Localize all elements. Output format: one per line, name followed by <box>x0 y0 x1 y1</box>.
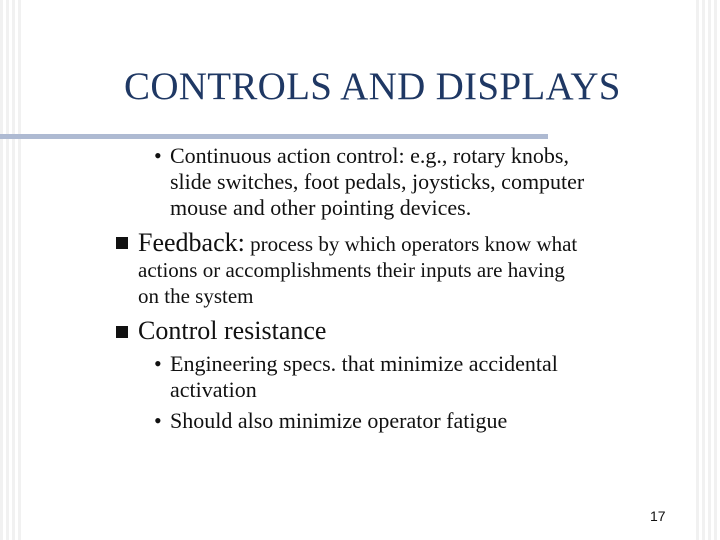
sub-bullet-dot: • <box>154 351 162 376</box>
feedback-line-3: on the system <box>138 284 254 308</box>
engineering-specs-line-2: activation <box>170 377 257 402</box>
slide-title: CONTROLS AND DISPLAYS <box>124 65 621 108</box>
feedback-line-1 <box>138 228 577 258</box>
square-bullet <box>116 237 128 249</box>
feedback-line-2: actions or accomplishments their inputs are having <box>138 258 565 282</box>
sub-bullet-dot: • <box>154 143 162 168</box>
engineering-specs-line-1: Engineering specs. that minimize accidental <box>170 351 558 376</box>
square-bullet <box>116 326 128 338</box>
control-resistance-label: Control resistance <box>138 316 327 345</box>
operator-fatigue-line: Should also minimize operator fatigue <box>170 408 508 433</box>
page-number: 17 <box>650 508 666 524</box>
feedback-definition: process by which operators know what <box>244 232 578 256</box>
sub-bullet-dot: • <box>154 408 162 433</box>
continuous-control-line-2: slide switches, foot pedals, joysticks, computer <box>170 169 585 194</box>
feedback-term: Feedback: <box>138 228 245 257</box>
continuous-control-line-3: mouse and other pointing devices. <box>170 195 472 220</box>
continuous-control-line-1: Continuous action control: e.g., rotary knobs, <box>170 143 569 168</box>
title-underline <box>0 134 548 139</box>
